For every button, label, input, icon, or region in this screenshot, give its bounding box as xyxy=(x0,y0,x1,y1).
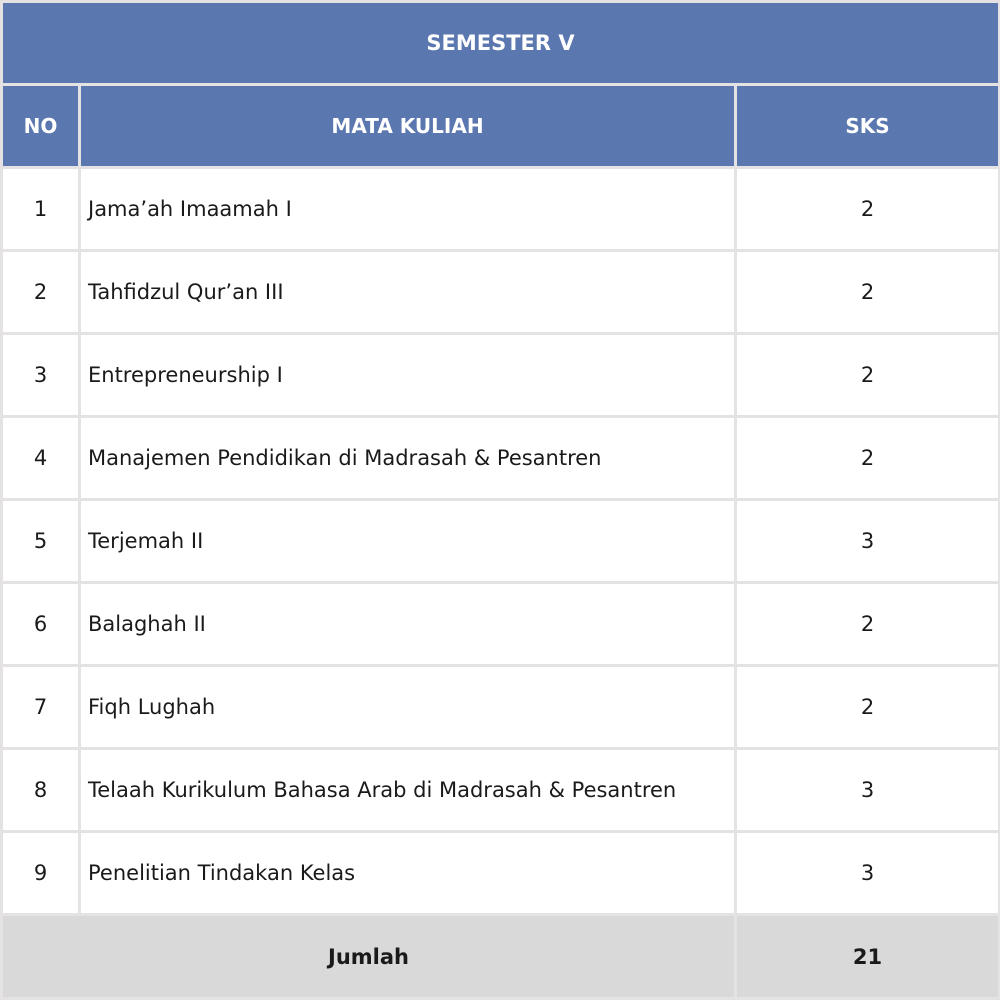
table-row xyxy=(2,334,1000,417)
cell-no: 5 xyxy=(2,500,80,583)
cell-no: 2 xyxy=(2,251,80,334)
cell-no: 9 xyxy=(2,832,80,915)
table-title: SEMESTER V xyxy=(2,2,1000,85)
table-row xyxy=(2,666,1000,749)
cell-course: Jama’ah Imaamah I xyxy=(80,168,736,251)
table-header-row xyxy=(2,85,1000,168)
cell-credits: 2 xyxy=(736,583,1000,666)
cell-credits: 2 xyxy=(736,251,1000,334)
cell-credits: 3 xyxy=(736,500,1000,583)
cell-credits: 3 xyxy=(736,749,1000,832)
cell-course: Tahfidzul Qur’an III xyxy=(80,251,736,334)
table-row xyxy=(2,500,1000,583)
cell-credits: 2 xyxy=(736,334,1000,417)
table-row xyxy=(2,251,1000,334)
table-row xyxy=(2,749,1000,832)
cell-no: 6 xyxy=(2,583,80,666)
cell-course: Terjemah II xyxy=(80,500,736,583)
cell-course: Manajemen Pendidikan di Madrasah & Pesantren xyxy=(80,417,736,500)
table-row xyxy=(2,583,1000,666)
table-row xyxy=(2,168,1000,251)
header-no: NO xyxy=(2,85,80,168)
cell-credits: 2 xyxy=(736,417,1000,500)
cell-course: Fiqh Lughah xyxy=(80,666,736,749)
cell-course: Telaah Kurikulum Bahasa Arab di Madrasah & Pesantren xyxy=(80,749,736,832)
cell-no: 3 xyxy=(2,334,80,417)
footer-label: Jumlah xyxy=(2,915,736,999)
table-row xyxy=(2,832,1000,915)
cell-credits: 3 xyxy=(736,832,1000,915)
header-course: MATA KULIAH xyxy=(80,85,736,168)
cell-no: 7 xyxy=(2,666,80,749)
cell-course: Penelitian Tindakan Kelas xyxy=(80,832,736,915)
cell-course: Balaghah II xyxy=(80,583,736,666)
header-credits: SKS xyxy=(736,85,1000,168)
cell-no: 8 xyxy=(2,749,80,832)
footer-total: 21 xyxy=(736,915,1000,999)
cell-course: Entrepreneurship I xyxy=(80,334,736,417)
cell-no: 1 xyxy=(2,168,80,251)
table-row xyxy=(2,417,1000,500)
cell-credits: 2 xyxy=(736,168,1000,251)
cell-no: 4 xyxy=(2,417,80,500)
table-footer-row xyxy=(2,915,1000,999)
cell-credits: 2 xyxy=(736,666,1000,749)
table-title-row xyxy=(2,2,1000,85)
